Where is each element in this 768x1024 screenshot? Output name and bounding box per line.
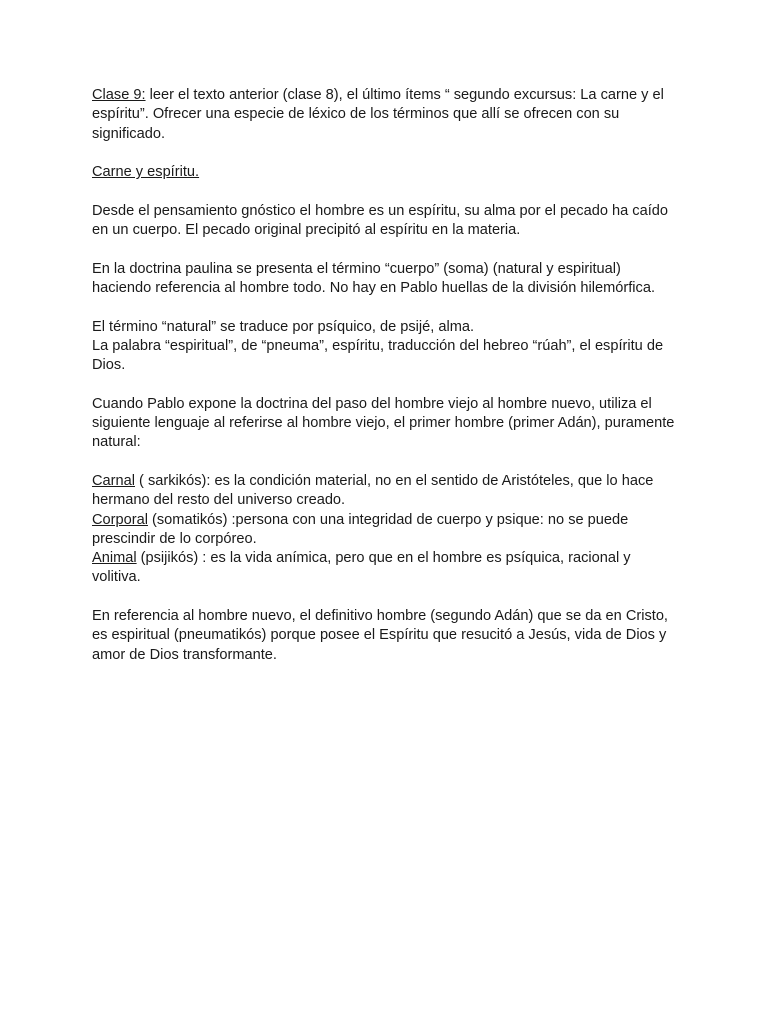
paragraph-new-man: En referencia al hombre nuevo, el definitivo hombre (segundo Adán) que se da en Cristo, es espiritual (pneumatikós) porque posee el Espíritu que resucitó a Jesús, vida de Dios y amor de Dios transformante. bbox=[92, 608, 668, 663]
definition-animal: (psijikós) : es la vida anímica, pero que en el hombre es psíquica, racional y volitiva. bbox=[92, 550, 631, 586]
paragraph-terms-intro bbox=[92, 318, 682, 376]
class-label: Clase 9: bbox=[92, 87, 146, 103]
term-corporal: Corporal bbox=[92, 511, 148, 528]
paragraph-old-man: Cuando Pablo expone la doctrina del paso del hombre viejo al hombre nuevo, utiliza el siguiente lenguaje al referirse al hombre viejo, el primer hombre (primer Adán), puramente natural: bbox=[92, 395, 675, 451]
term-animal: Animal bbox=[92, 550, 137, 567]
paragraph-pauline: En la doctrina paulina se presenta el término “cuerpo” (soma) (natural y espiritual) haciendo referencia al hombre todo. No hay en Pablo huellas de la división hilemórfica. bbox=[92, 260, 656, 296]
lexicon-entry-carnal bbox=[92, 472, 682, 511]
intro-text: leer el texto anterior (clase 8), el último ítems “ segundo excursus: La carne y el espíritu”. Ofrecer una especie de léxico de los términos que allí se ofrecen con su significado. bbox=[92, 87, 664, 142]
spiritual-term-line: La palabra “espiritual”, de “pneuma”, espíritu, traducción del hebreo “rúah”, el espíritu de Dios. bbox=[92, 337, 664, 374]
definition-carnal: ( sarkikós): es la condición material, no en el sentido de Aristóteles, que lo hace hermano del resto del universo creado. bbox=[92, 472, 654, 509]
heading-text: Carne y espíritu. bbox=[92, 164, 200, 181]
intro-paragraph bbox=[92, 86, 682, 144]
lexicon-entry-animal bbox=[92, 549, 682, 588]
paragraph-gnostic: Desde el pensamiento gnóstico el hombre es un espíritu, su alma por el pecado ha caído en un cuerpo. El pecado original precipitó al espíritu en la materia. bbox=[92, 202, 668, 239]
section-heading bbox=[92, 163, 682, 182]
lexicon-entry-corporal bbox=[92, 511, 682, 550]
natural-term-line: El término “natural” se traduce por psíquico, de psijé, alma. bbox=[92, 318, 475, 335]
lexicon-list bbox=[92, 472, 682, 588]
term-carnal: Carnal bbox=[92, 472, 135, 489]
definition-corporal: (somatikós) :persona con una integridad de cuerpo y psique: no se puede prescindir de lo corpóreo. bbox=[92, 511, 629, 547]
document-page bbox=[92, 86, 682, 684]
